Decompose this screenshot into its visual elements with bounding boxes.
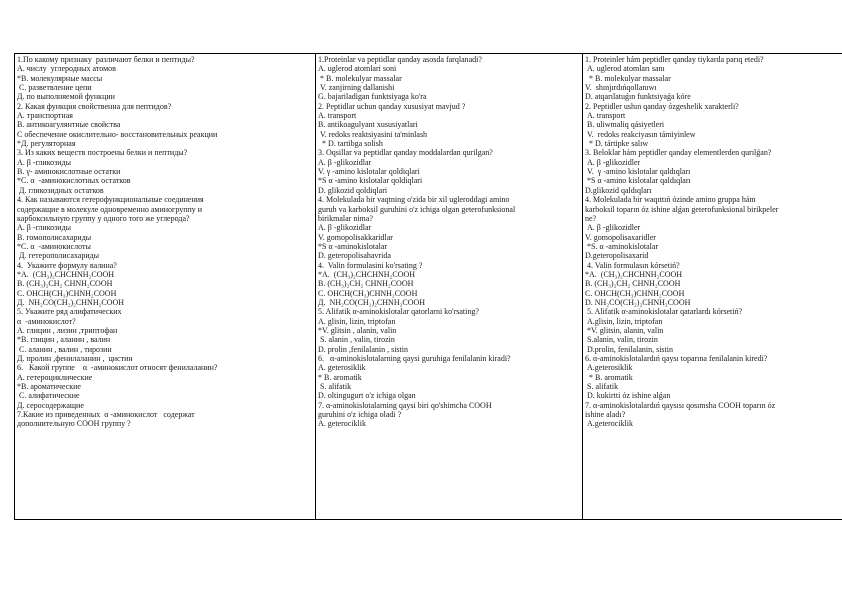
text-line: А. гетероциклические (17, 372, 93, 382)
text-line: G. bajariladigan funktsiyaga ko'ra (318, 92, 427, 102)
column-uzbek (316, 54, 583, 520)
text-line: V. gomopolisakkaridlar (318, 232, 393, 242)
text-line: ishine aladı? (585, 410, 626, 420)
text-line: *В. ароматические (17, 382, 81, 392)
text-line: *Д. регуляторная (17, 139, 76, 149)
text-line: * B. molekulyar massalar (318, 73, 402, 83)
text-line: 7. α-aminokislotalarning qaysi biri qo'shimcha COOH (318, 400, 492, 410)
text-line: *А. (CH₃)₂CHCHNH₂COOH (17, 269, 115, 279)
text-line: Д. по выполняемой функции (17, 92, 115, 102)
text-line: V. redoks reaktsiyasini ta'minlash (318, 129, 428, 139)
text-line: 4. Molekulada bir waqıttıń ózinde amino gruppa hám (585, 195, 756, 205)
text-line: В. гомополисахариды (17, 232, 92, 242)
text-line: А. β -гликозиды (17, 157, 72, 167)
text-line: 4. Valin formulasini ko'rsating ? (318, 260, 423, 270)
text-line: карбоксильную группу у одного того же углерода? (17, 213, 190, 223)
text-line: D. atqarılatuǵın funktsiyaǵa kóre (585, 92, 691, 102)
text-line: V. zanjirning dallanishi (318, 83, 395, 93)
text-line: 6. α-aminokislotalardıń qaysı toparına fenilalanin kiredi? (585, 354, 768, 363)
text-line: A. β -glikozidler (585, 157, 641, 167)
text-line: 5. Alifatik α-aminokislotalar qatorlarni ko'rsating? (318, 307, 479, 317)
text-line: *V. glitsin, alanin, valin (585, 325, 664, 335)
text-line: karboksil toparın óz ishine alǵan geterofunksional birikpeler (585, 204, 779, 214)
text-line: 2. Какая функция свойственна для пептидов? (17, 101, 172, 111)
text-line: S. alifatik (318, 382, 352, 392)
text-line: V. γ -amino kislotalar qoldiqlari (318, 167, 420, 177)
text-line: *V. glitsin , alanin, valin (318, 325, 397, 335)
text-line: A. β -glikozidlar (318, 157, 372, 167)
text-line: B. uliwmaliq qásiyetleri (585, 120, 665, 130)
text-line: * D. tártipke salıw (585, 139, 649, 149)
text-line: 5. Укажите ряд алифатических (17, 307, 122, 317)
text-line: ne? (585, 213, 597, 223)
text-line: 3. Oqsillar va peptidlar qanday moddalardan qurilgan? (318, 148, 493, 158)
text-line: Д. NH₂CO(CH₂)₂CHNH₂COOH (17, 297, 125, 307)
text-line: 2. Peptidler ushın qanday ózgeshelik xarakterli? (585, 101, 739, 111)
text-line: *A. (CH₃)₂CHCHNH₂COOH (318, 269, 416, 279)
text-line: *С. α -аминокислотных остатков (17, 176, 131, 186)
text-line: 4. Valin formulasın kórsetiń? (585, 260, 680, 270)
text-line: 1. Proteinler hám peptidler qanday tiykarda parıq etedi? (585, 55, 764, 64)
text-line: D. geteropolisahavrida (318, 251, 391, 261)
text-line: * B. aromatik (318, 372, 362, 382)
text-line: S. alifatik (585, 382, 619, 392)
text-line: A.geterosiklik (585, 363, 633, 373)
text-line: B. (CH₃)₂CH₂ CHNH₂COOH (585, 279, 681, 289)
text-line: 7. α-aminokislotalardıń qaysısı qosımsha COOH toparın óz (585, 400, 776, 410)
text-line: Д. гетерополисахариды (17, 251, 100, 261)
text-line: S.alanin, valin, tirozin (585, 335, 658, 345)
table-row (15, 54, 842, 520)
text-line: дополнительную COOH группу ? (17, 419, 131, 429)
text-line: *S α -amino kislotalar qoldiqlari (318, 176, 423, 186)
text-line: 4. Как называются гетерофункциональные соединения (17, 195, 204, 205)
text-line: C. OHCH(CH₃)CHNH₂COOH (318, 288, 418, 298)
text-line: A.geterociklik (585, 419, 633, 429)
text-line: D. prolin ,fenilalanin , sistin (318, 344, 408, 354)
text-line: С обеспечение окислительно- восстановительных реакции (17, 129, 218, 139)
text-line: V. shınjırdıńqollanıwı (585, 83, 657, 93)
text-line: V. γ -amino kislotalar qaldıqları (585, 167, 691, 177)
text-line: A. geterociklik (318, 419, 366, 429)
text-line: А. числу углеродных атомов (17, 64, 116, 74)
column-karakalpak (583, 54, 842, 520)
text-line: содержащие в молекуле одновременно аминогруппу и (17, 204, 203, 214)
text-line: 7.Какие из приведенных α -аминокислот содержат (17, 410, 195, 420)
text-line: A. β -glikozidlar (318, 223, 372, 233)
text-line: С. OHCH(CH₃)CHNH₂COOH (17, 288, 117, 298)
text-line: Д. пролин ,фенилаланин , цистин (17, 354, 133, 363)
text-line: С. разветвление цепи (17, 83, 92, 93)
text-line: *С. α -аминокислоты (17, 241, 91, 251)
text-line: V. redoks reakciyasın támiyinlew (585, 129, 696, 139)
text-line: 6. α-aminokislotalarning qaysi guruhiga fenilalanin kiradi? (318, 354, 511, 363)
text-line: * B. molekulyar massalar (585, 73, 671, 83)
text-line: birikmalar nima? (318, 213, 373, 223)
text-line: A. glisin, lizin, triptofan (318, 316, 396, 326)
text-line: S. alanin , valin, tirozin (318, 335, 395, 345)
text-line: С. алифатические (17, 391, 80, 401)
text-line: А. глицин , лизин ,триптофан (17, 325, 118, 335)
text-line: 3. Beloklar hám peptidler qanday elementlerden qurılǵan? (585, 148, 772, 158)
text-line: *В. глицин , аланин , валин (17, 335, 111, 345)
text-line: А. транспортная (17, 111, 73, 121)
text-line: 3. Из каких веществ построены белки и пептиды? (17, 148, 188, 158)
text-line: В. γ- аминокислотные остатки (17, 167, 121, 177)
text-line: * D. tartibga solish (318, 139, 383, 149)
text-line: В. (CH₃)₂CH₂ CHNH₂COOH (17, 279, 113, 289)
text-line: D.prolin, fenilalanin, sistin (585, 344, 673, 354)
text-line: B. (CH₃)₂CH₂ CHNH₂COOH (318, 279, 414, 289)
text-line: D. glikozid qoldiqlari (318, 185, 388, 195)
text-line: α -аминокислот? (17, 316, 76, 326)
text-line: 6. Какой группе α -аминокислот относят фенилаланин? (17, 363, 218, 373)
text-line: *S. α -aminokislotalar (585, 241, 659, 251)
text-line: D.geteropolisaxarid (585, 251, 649, 261)
text-line: guruh va karboksil guruhini o'z ichiga olgan geterofunksional (318, 204, 516, 214)
text-line: Д. гликозидных остатков (17, 185, 104, 195)
text-line: A. uglerod atomları sanı (585, 64, 665, 74)
text-line: *S α -aminokislotalar (318, 241, 388, 251)
text-line: V. gomopolisaxaridler (585, 232, 656, 242)
text-line: A.glisin, lizin, triptofan (585, 316, 663, 326)
text-line: D.glikozid qaldıqları (585, 185, 652, 195)
text-line: 4. Укажите формулу валина? (17, 260, 117, 270)
text-line: B. antikoagulyant xususiyatlari (318, 120, 418, 130)
text-line: A. transport (318, 111, 357, 121)
text-line: *A. (CH₃)₂CHCHNH₂COOH (585, 269, 683, 279)
text-line: A. uglerod atomlari soni (318, 64, 397, 74)
text-line: A. β -glikozidler (585, 223, 641, 233)
text-line: 4. Molekulada bir vaqtning o'zida bir xil ugleroddagi amino (318, 195, 510, 205)
text-line: С. аланин , валин , тирозин (17, 344, 112, 354)
text-line: D. kukirtti óz ishine alǵan (585, 391, 671, 401)
text-line: *В. молекулярные массы (17, 73, 103, 83)
text-line: * B. aromatik (585, 372, 633, 382)
text-line: *S α -amino kislotalar qaldıqları (585, 176, 691, 186)
text-line: 5. Alifatik α-aminokislotalar qatarlardı kórsetiń? (585, 307, 743, 317)
text-line: C. OHCH(CH₃)CHNH₂COOH (585, 288, 685, 298)
text-line: D. NH₂CO(CH₂)₂CHNH₂COOH (585, 297, 691, 307)
text-line: D. oltingugurt o'z ichiga olgan (318, 391, 416, 401)
text-line: В. антикоагулянтные свойства (17, 120, 121, 130)
text-line: 1.Proteinlar va peptidlar qanday asosda farqlanadi? (318, 55, 482, 64)
text-line: guruhini o'z ichiga oladi ? (318, 410, 402, 420)
text-line: 2. Peptidlar uchun qanday xususiyat mavjud ? (318, 101, 466, 111)
column-russian (15, 54, 316, 520)
text-line: A. geterosiklik (318, 363, 366, 373)
text-line: A. transport (585, 111, 626, 121)
text-line: Д. NH₂CO(CH₂)₂CHNH₂COOH (318, 297, 426, 307)
text-line: 1.По какому признаку различают белки и пептиды? (17, 55, 195, 64)
question-table (14, 53, 842, 520)
text-line: А. β -гликозиды (17, 223, 72, 233)
text-line: Д. серосодержащие (17, 400, 84, 410)
